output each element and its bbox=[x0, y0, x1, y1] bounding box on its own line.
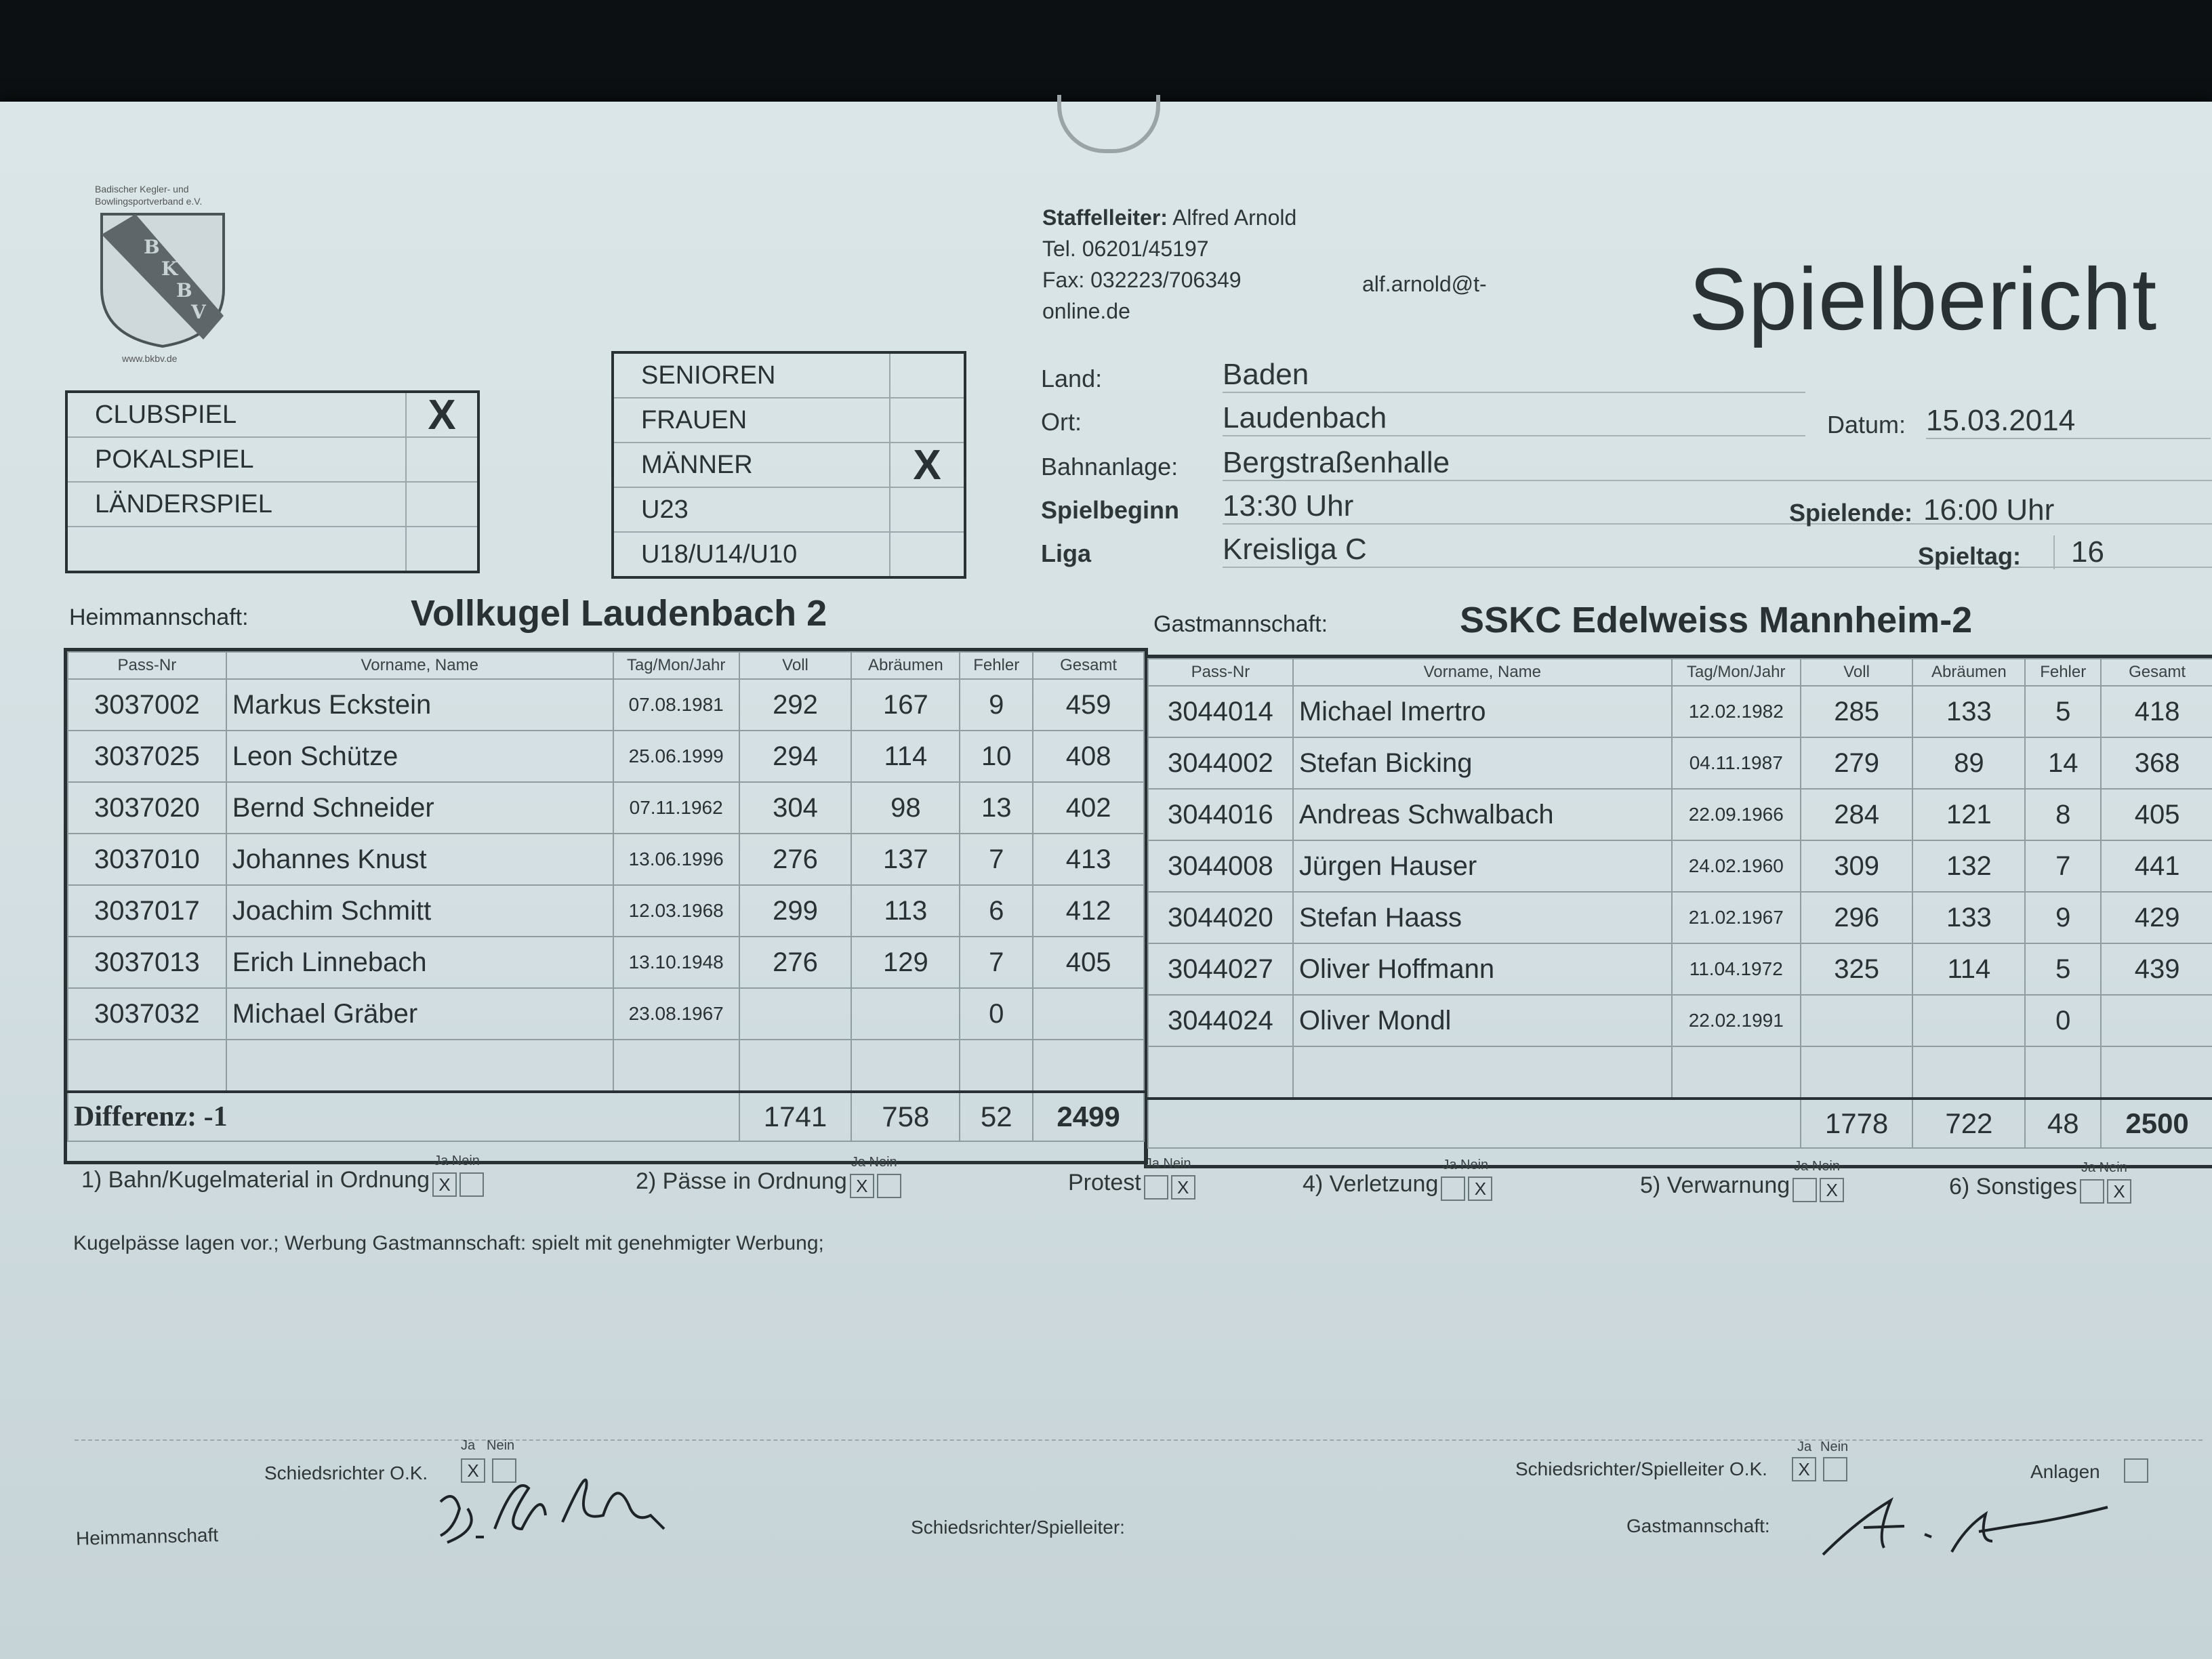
player-cell: 114 bbox=[851, 731, 960, 782]
column-header: Abräumen bbox=[1912, 659, 2025, 686]
player-cell: Andreas Schwalbach bbox=[1293, 789, 1672, 840]
total-cell: 758 bbox=[851, 1092, 960, 1141]
column-header: Voll bbox=[1801, 659, 1913, 686]
player-cell: 3037010 bbox=[68, 834, 226, 885]
game-type-mark bbox=[405, 438, 477, 481]
category-mark: X bbox=[889, 443, 964, 487]
player-cell: 3044016 bbox=[1148, 789, 1293, 840]
check-label: 4) Verletzung bbox=[1303, 1171, 1439, 1197]
category-row bbox=[614, 398, 964, 443]
logo-letter-2: K bbox=[161, 258, 178, 280]
player-cell: Stefan Haass bbox=[1293, 892, 1672, 943]
player-cell: Bernd Schneider bbox=[226, 782, 613, 834]
spieltag-value: 16 bbox=[2053, 535, 2121, 569]
column-header: Vorname, Name bbox=[1293, 659, 1672, 686]
game-type-row bbox=[68, 527, 477, 571]
nein-checkbox[interactable]: X bbox=[1820, 1178, 1844, 1202]
player-cell: 0 bbox=[960, 988, 1033, 1040]
player-row bbox=[68, 1040, 1144, 1092]
game-type-row bbox=[68, 483, 477, 527]
game-type-mark bbox=[405, 483, 477, 526]
game-type-mark: X bbox=[405, 393, 477, 436]
column-header: Tag/Mon/Jahr bbox=[613, 652, 739, 679]
player-cell: Oliver Mondl bbox=[1293, 995, 1672, 1046]
player-cell: Michael Imertro bbox=[1293, 686, 1672, 737]
player-cell: 276 bbox=[739, 937, 852, 988]
player-cell: 14 bbox=[2025, 737, 2101, 789]
home-score-table bbox=[67, 651, 1145, 1142]
player-cell bbox=[851, 1040, 960, 1092]
player-cell: 7 bbox=[960, 834, 1033, 885]
staffelleiter-tel: Tel. 06201/45197 bbox=[1042, 237, 1209, 261]
category-label: MÄNNER bbox=[641, 450, 753, 479]
ja-nein-header: Ja Nein bbox=[851, 1154, 897, 1170]
column-header: Abräumen bbox=[851, 652, 960, 679]
ja-label: Ja bbox=[461, 1438, 476, 1453]
player-cell: 98 bbox=[851, 782, 960, 834]
player-cell: 25.06.1999 bbox=[613, 731, 739, 782]
player-cell: 413 bbox=[1033, 834, 1144, 885]
player-cell: 129 bbox=[851, 937, 960, 988]
ja-checkbox[interactable] bbox=[1441, 1176, 1465, 1201]
category-row bbox=[614, 533, 964, 576]
check-label: 5) Verwarnung bbox=[1640, 1172, 1790, 1198]
player-cell: 07.08.1981 bbox=[613, 679, 739, 731]
clipboard-clip bbox=[1057, 95, 1160, 153]
player-cell bbox=[1293, 1046, 1672, 1099]
home-team-label: Heimmannschaft: bbox=[69, 605, 249, 630]
nein-checkbox[interactable] bbox=[877, 1174, 901, 1198]
player-cell bbox=[68, 1040, 226, 1092]
player-row bbox=[1148, 943, 2212, 995]
game-type-label: POKALSPIEL bbox=[95, 445, 254, 474]
ja-checkbox[interactable] bbox=[1793, 1178, 1817, 1202]
nein-checkbox[interactable]: X bbox=[1171, 1175, 1195, 1200]
check-label: 2) Pässe in Ordnung bbox=[636, 1168, 847, 1194]
player-cell: 3044008 bbox=[1148, 840, 1293, 892]
player-cell: 89 bbox=[1912, 737, 2025, 789]
player-cell bbox=[1801, 995, 1913, 1046]
player-cell: 137 bbox=[851, 834, 960, 885]
difference-cell: Differenz: -1 bbox=[68, 1092, 739, 1141]
nein-checkbox[interactable]: X bbox=[1468, 1176, 1492, 1201]
player-cell: 113 bbox=[851, 885, 960, 937]
player-row bbox=[1148, 840, 2212, 892]
column-header: Fehler bbox=[2025, 659, 2101, 686]
ja-checkbox[interactable]: X bbox=[432, 1172, 457, 1197]
ja-nein-header: Ja Nein bbox=[1794, 1158, 1840, 1174]
check-item bbox=[1303, 1157, 1492, 1201]
total-cell: 2500 bbox=[2101, 1099, 2212, 1148]
player-row bbox=[1148, 995, 2212, 1046]
staffelleiter-fax: Fax: 032223/706349 bbox=[1042, 268, 1242, 292]
player-row bbox=[68, 679, 1144, 731]
totals-row bbox=[68, 1092, 1144, 1141]
check-item bbox=[636, 1154, 901, 1198]
guest-signature-label: Gastmannschaft: bbox=[1626, 1515, 1770, 1536]
total-cell: 2499 bbox=[1033, 1092, 1144, 1141]
player-cell bbox=[1148, 1046, 1293, 1099]
player-cell: 279 bbox=[1801, 737, 1913, 789]
ja-checkbox[interactable] bbox=[1144, 1175, 1168, 1200]
player-cell: 133 bbox=[1912, 686, 2025, 737]
anlagen-checkbox[interactable] bbox=[2124, 1458, 2148, 1483]
player-cell: 13.10.1948 bbox=[613, 937, 739, 988]
ja-nein-header: Ja Nein bbox=[2081, 1160, 2127, 1175]
column-header: Pass-Nr bbox=[68, 652, 226, 679]
staffelleiter-email-1: alf.arnold@t- bbox=[1362, 272, 1487, 296]
logo-letter-3: B bbox=[176, 279, 192, 302]
column-header: Pass-Nr bbox=[1148, 659, 1293, 686]
game-type-row bbox=[68, 438, 477, 483]
player-cell: Stefan Bicking bbox=[1293, 737, 1672, 789]
category-label: FRAUEN bbox=[641, 405, 747, 434]
column-header: Tag/Mon/Jahr bbox=[1672, 659, 1801, 686]
player-cell: 132 bbox=[1912, 840, 2025, 892]
player-cell: 292 bbox=[739, 679, 852, 731]
staffelleiter-info bbox=[1042, 202, 1517, 327]
category-row bbox=[614, 443, 964, 488]
player-cell: Jürgen Hauser bbox=[1293, 840, 1672, 892]
player-cell: 405 bbox=[1033, 937, 1144, 988]
shield-icon bbox=[95, 207, 230, 350]
player-cell: 3037013 bbox=[68, 937, 226, 988]
player-cell: 3037032 bbox=[68, 988, 226, 1040]
player-row bbox=[68, 782, 1144, 834]
column-header: Fehler bbox=[960, 652, 1033, 679]
player-cell: Joachim Schmitt bbox=[226, 885, 613, 937]
player-cell: 23.08.1967 bbox=[613, 988, 739, 1040]
player-row bbox=[68, 731, 1144, 782]
player-cell: 405 bbox=[2101, 789, 2212, 840]
player-cell: 7 bbox=[960, 937, 1033, 988]
player-row bbox=[1148, 789, 2212, 840]
player-cell: 11.04.1972 bbox=[1672, 943, 1801, 995]
bahnanlage-value: Bergstraßenhalle bbox=[1223, 446, 2212, 481]
logo-url: www.bkbv.de bbox=[122, 353, 178, 364]
anlagen-label: Anlagen bbox=[2030, 1461, 2100, 1482]
player-cell: 418 bbox=[2101, 686, 2212, 737]
player-cell bbox=[1912, 995, 2025, 1046]
player-row bbox=[68, 937, 1144, 988]
nein-checkbox[interactable] bbox=[459, 1172, 484, 1197]
player-cell: 439 bbox=[2101, 943, 2212, 995]
ja-checkbox[interactable] bbox=[2080, 1179, 2104, 1204]
player-cell bbox=[1033, 1040, 1144, 1092]
player-cell bbox=[226, 1040, 613, 1092]
check-item bbox=[1640, 1158, 1844, 1202]
player-cell: 412 bbox=[1033, 885, 1144, 937]
player-cell: 12.03.1968 bbox=[613, 885, 739, 937]
land-value: Baden bbox=[1223, 358, 1805, 393]
player-row bbox=[68, 885, 1144, 937]
total-cell: 1778 bbox=[1801, 1099, 1913, 1148]
player-cell: 3037017 bbox=[68, 885, 226, 937]
player-cell: Erich Linnebach bbox=[226, 937, 613, 988]
category-mark bbox=[889, 354, 964, 397]
schiri-spielleiter-ok-nein-checkbox[interactable] bbox=[1823, 1457, 1847, 1481]
game-type-label: CLUBSPIEL bbox=[95, 400, 237, 429]
schiri-ok-ja-checkbox[interactable]: X bbox=[461, 1458, 485, 1483]
player-cell: 22.09.1966 bbox=[1672, 789, 1801, 840]
player-cell: 24.02.1960 bbox=[1672, 840, 1801, 892]
logo-caption-1: Badischer Kegler- und bbox=[95, 184, 189, 194]
player-cell: 7 bbox=[2025, 840, 2101, 892]
check-label: Protest bbox=[1068, 1170, 1141, 1195]
logo-caption-2: Bowlingsportverband e.V. bbox=[95, 196, 203, 207]
player-cell bbox=[1912, 1046, 2025, 1099]
category-row bbox=[614, 354, 964, 398]
guest-team-name: SSKC Edelweiss Mannheim-2 bbox=[1460, 600, 1973, 640]
player-cell: 04.11.1987 bbox=[1672, 737, 1801, 789]
column-header: Gesamt bbox=[2101, 659, 2212, 686]
player-cell: 133 bbox=[1912, 892, 2025, 943]
player-cell: 167 bbox=[851, 679, 960, 731]
column-header: Voll bbox=[739, 652, 852, 679]
player-row bbox=[1148, 686, 2212, 737]
player-row bbox=[68, 988, 1144, 1040]
guest-team-label: Gastmannschaft: bbox=[1153, 611, 1328, 637]
player-cell bbox=[2101, 1046, 2212, 1099]
ja-nein-header: Ja Nein bbox=[434, 1153, 480, 1168]
player-cell: 13.06.1996 bbox=[613, 834, 739, 885]
player-cell: 304 bbox=[739, 782, 852, 834]
land-label: Land: bbox=[1041, 365, 1103, 392]
player-cell bbox=[2025, 1046, 2101, 1099]
player-cell: 5 bbox=[2025, 686, 2101, 737]
player-cell: 402 bbox=[1033, 782, 1144, 834]
player-cell: 276 bbox=[739, 834, 852, 885]
player-cell: 21.02.1967 bbox=[1672, 892, 1801, 943]
total-cell: 52 bbox=[960, 1092, 1033, 1141]
total-cell: 48 bbox=[2025, 1099, 2101, 1148]
player-cell: 459 bbox=[1033, 679, 1144, 731]
player-cell: 3037002 bbox=[68, 679, 226, 731]
player-cell bbox=[1801, 1046, 1913, 1099]
ja-label: Ja bbox=[1797, 1439, 1812, 1454]
liga-value: Kreisliga C bbox=[1223, 533, 2212, 568]
player-cell: 9 bbox=[2025, 892, 2101, 943]
player-cell: 6 bbox=[960, 885, 1033, 937]
player-row bbox=[68, 834, 1144, 885]
player-cell: Oliver Hoffmann bbox=[1293, 943, 1672, 995]
player-cell: 8 bbox=[2025, 789, 2101, 840]
nein-label: Nein bbox=[487, 1438, 515, 1453]
player-cell: 12.02.1982 bbox=[1672, 686, 1801, 737]
player-cell: 10 bbox=[960, 731, 1033, 782]
home-signature-label: Heimmannschaft bbox=[75, 1524, 219, 1549]
player-cell: 296 bbox=[1801, 892, 1913, 943]
player-cell: 114 bbox=[1912, 943, 2025, 995]
player-cell: 429 bbox=[2101, 892, 2212, 943]
staffelleiter-name: Alfred Arnold bbox=[1172, 205, 1297, 230]
player-cell: 325 bbox=[1801, 943, 1913, 995]
player-cell: 441 bbox=[2101, 840, 2212, 892]
remarks-note: Kugelpässe lagen vor.; Werbung Gastmannschaft: spielt mit genehmigter Werbung; bbox=[73, 1232, 824, 1254]
ja-checkbox[interactable]: X bbox=[850, 1174, 874, 1198]
game-type-mark bbox=[405, 527, 477, 571]
player-cell bbox=[739, 1040, 852, 1092]
player-cell: Leon Schütze bbox=[226, 731, 613, 782]
player-cell bbox=[613, 1040, 739, 1092]
category-box bbox=[611, 351, 966, 579]
checks-row bbox=[81, 1153, 2209, 1221]
player-cell: 3044027 bbox=[1148, 943, 1293, 995]
player-cell: 3037025 bbox=[68, 731, 226, 782]
player-cell: Johannes Knust bbox=[226, 834, 613, 885]
player-cell: 0 bbox=[2025, 995, 2101, 1046]
player-cell bbox=[739, 988, 852, 1040]
check-label: 6) Sonstiges bbox=[1949, 1174, 2077, 1200]
player-cell: 13 bbox=[960, 782, 1033, 834]
home-team-name: Vollkugel Laudenbach 2 bbox=[411, 593, 827, 634]
check-item bbox=[81, 1153, 484, 1197]
check-item bbox=[1949, 1160, 2131, 1204]
player-cell bbox=[2101, 995, 2212, 1046]
ja-nein-header: Ja Nein bbox=[1145, 1155, 1191, 1171]
check-label: 1) Bahn/Kugelmaterial in Ordnung bbox=[81, 1167, 430, 1193]
check-item bbox=[1068, 1155, 1195, 1200]
player-cell: 285 bbox=[1801, 686, 1913, 737]
staffelleiter-label: Staffelleiter: bbox=[1042, 205, 1168, 230]
player-cell: 309 bbox=[1801, 840, 1913, 892]
category-label: SENIOREN bbox=[641, 361, 776, 390]
datum-label: Datum: bbox=[1827, 411, 1906, 438]
player-cell: 3037020 bbox=[68, 782, 226, 834]
player-cell: 299 bbox=[739, 885, 852, 937]
player-cell: 3044002 bbox=[1148, 737, 1293, 789]
datum-value: 15.03.2014 bbox=[1926, 404, 2211, 439]
column-header: Vorname, Name bbox=[226, 652, 613, 679]
category-mark bbox=[889, 488, 964, 531]
category-label: U18/U14/U10 bbox=[641, 539, 798, 569]
player-cell: 368 bbox=[2101, 737, 2212, 789]
player-cell: 9 bbox=[960, 679, 1033, 731]
schiri-ok-label: Schiedsrichter O.K. bbox=[264, 1462, 428, 1483]
player-cell: 07.11.1962 bbox=[613, 782, 739, 834]
player-cell: 3044014 bbox=[1148, 686, 1293, 737]
player-cell: Michael Gräber bbox=[226, 988, 613, 1040]
game-type-row bbox=[68, 393, 477, 438]
total-cell: 722 bbox=[1912, 1099, 2025, 1148]
totals-spacer bbox=[1148, 1099, 1801, 1148]
ja-nein-header: Ja Nein bbox=[1442, 1157, 1489, 1172]
staffelleiter-email-2: online.de bbox=[1042, 299, 1130, 323]
player-cell bbox=[960, 1040, 1033, 1092]
liga-label: Liga bbox=[1041, 539, 1092, 567]
player-cell bbox=[1672, 1046, 1801, 1099]
document-title: Spielbericht bbox=[1689, 249, 2158, 348]
spieltag-label: Spieltag: bbox=[1918, 542, 2022, 570]
player-cell: 3044024 bbox=[1148, 995, 1293, 1046]
column-header: Gesamt bbox=[1033, 652, 1144, 679]
schiri-spielleiter-ok-label: Schiedsrichter/Spielleiter O.K. bbox=[1515, 1458, 1767, 1479]
player-row bbox=[1148, 1046, 2212, 1099]
player-cell: 3044020 bbox=[1148, 892, 1293, 943]
player-row bbox=[1148, 737, 2212, 789]
spielbeginn-value: 13:30 Uhr bbox=[1223, 489, 2212, 525]
player-cell: 284 bbox=[1801, 789, 1913, 840]
logo-letter-4: V bbox=[191, 301, 206, 323]
game-type-label: LÄNDERSPIEL bbox=[95, 489, 272, 518]
player-cell: Markus Eckstein bbox=[226, 679, 613, 731]
player-cell bbox=[1033, 988, 1144, 1040]
player-cell: 22.02.1991 bbox=[1672, 995, 1801, 1046]
ort-value: Laudenbach bbox=[1223, 401, 1805, 436]
category-mark bbox=[889, 398, 964, 442]
total-cell: 1741 bbox=[739, 1092, 852, 1141]
nein-checkbox[interactable]: X bbox=[2107, 1179, 2131, 1204]
home-signature-drawing bbox=[427, 1448, 725, 1549]
bahnanlage-label: Bahnanlage: bbox=[1041, 453, 1179, 480]
game-type-box bbox=[65, 390, 480, 573]
totals-row bbox=[1148, 1099, 2212, 1148]
guest-score-table bbox=[1147, 658, 2212, 1149]
spielende-value: 16:00 Uhr bbox=[1923, 493, 2055, 527]
federation-logo bbox=[95, 183, 244, 380]
category-row bbox=[614, 488, 964, 533]
referee-signature-label: Schiedsrichter/Spielleiter: bbox=[911, 1517, 1125, 1538]
ort-label: Ort: bbox=[1041, 408, 1082, 436]
player-cell: 294 bbox=[739, 731, 852, 782]
spielbeginn-label: Spielbeginn bbox=[1041, 496, 1180, 524]
player-row bbox=[1148, 892, 2212, 943]
nein-label: Nein bbox=[1820, 1439, 1849, 1454]
player-cell: 5 bbox=[2025, 943, 2101, 995]
player-cell bbox=[851, 988, 960, 1040]
spielende-label: Spielende: bbox=[1789, 499, 1913, 527]
signature-divider bbox=[75, 1439, 2203, 1441]
player-cell: 121 bbox=[1912, 789, 2025, 840]
category-mark bbox=[889, 533, 964, 576]
guest-signature-drawing bbox=[1816, 1487, 2114, 1568]
schiri-spielleiter-ok-ja-checkbox[interactable]: X bbox=[1792, 1457, 1816, 1481]
player-cell: 408 bbox=[1033, 731, 1144, 782]
category-label: U23 bbox=[641, 495, 689, 524]
logo-letter-1: B bbox=[144, 236, 160, 258]
